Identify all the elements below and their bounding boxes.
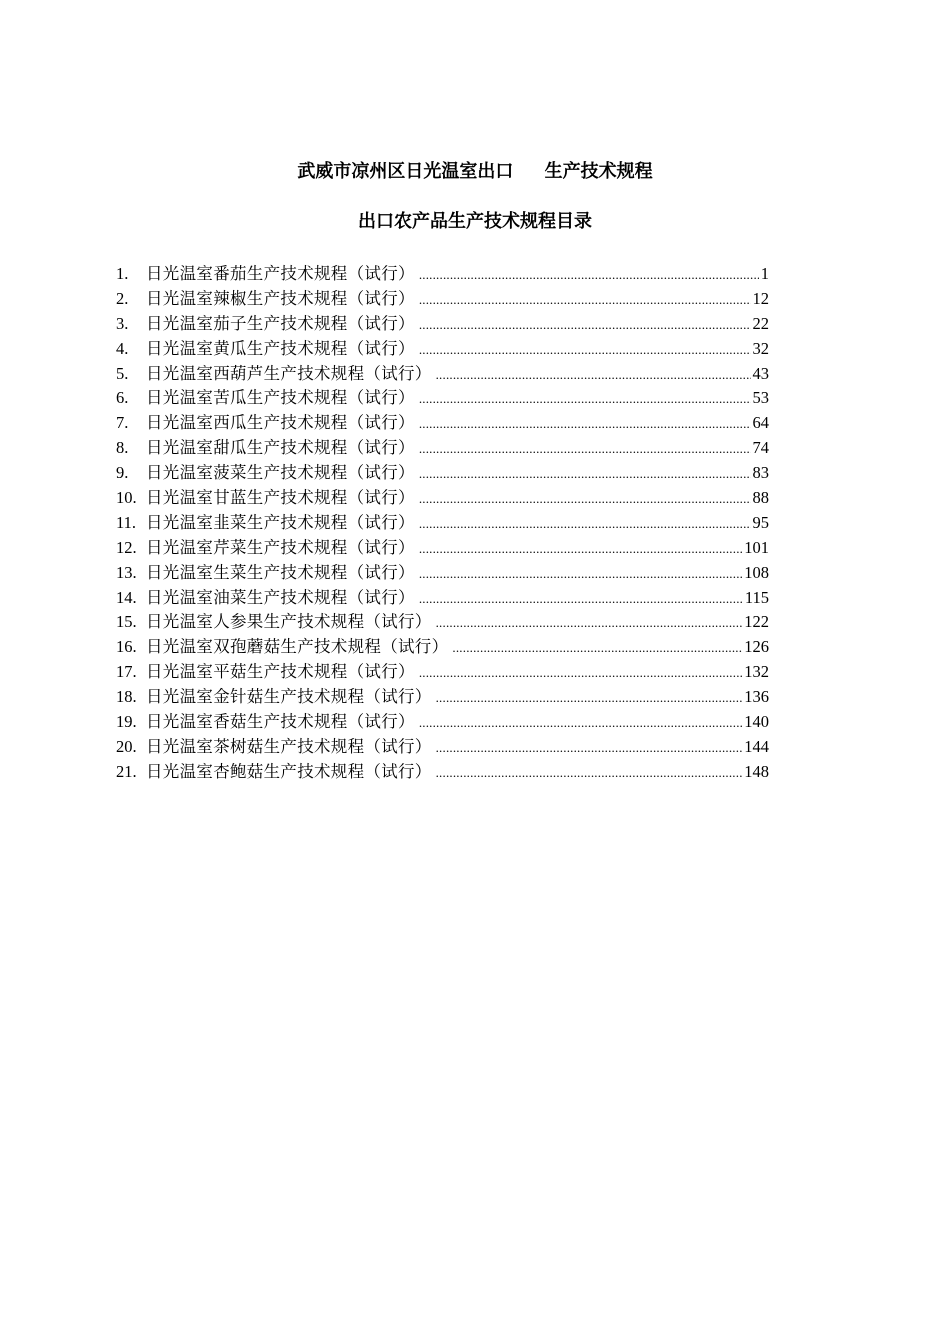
toc-entry-page: 148 — [744, 761, 769, 781]
toc-entry-number: 21. — [116, 761, 137, 781]
toc-dot-leader — [419, 412, 751, 437]
toc-entry-title: 日光温室甜瓜生产技术规程（试行） — [146, 438, 415, 458]
toc-entry-page: 132 — [744, 662, 769, 682]
toc-entry-title: 日光温室油菜生产技术规程（试行） — [146, 587, 415, 607]
toc-entry-number: 13. — [116, 562, 137, 582]
toc-entry[interactable] — [116, 586, 769, 611]
toc-entry[interactable] — [116, 411, 769, 436]
toc-entry[interactable] — [116, 511, 769, 536]
toc-entry-number: 20. — [116, 736, 137, 756]
toc-entry-number: 8. — [116, 438, 129, 458]
toc-dot-leader — [419, 462, 751, 487]
toc-entry-title: 日光温室茶树菇生产技术规程（试行） — [146, 736, 432, 756]
toc-entry-title: 日光温室生菜生产技术规程（试行） — [146, 562, 415, 582]
toc-entry-number: 15. — [116, 612, 137, 632]
toc-entry-number: 1. — [116, 264, 129, 283]
toc-entry[interactable] — [116, 610, 769, 635]
toc-entry[interactable] — [116, 710, 769, 735]
toc-entry-page: 140 — [744, 712, 769, 732]
toc-entry-title: 日光温室茄子生产技术规程（试行） — [146, 313, 415, 333]
toc-entry-title: 日光温室辣椒生产技术规程（试行） — [146, 288, 415, 308]
toc-dot-leader — [452, 636, 742, 661]
toc-dot-leader — [419, 288, 751, 313]
toc-entry-page: 101 — [744, 537, 769, 557]
toc-dot-leader — [419, 338, 751, 363]
toc-entry-title: 日光温室苦瓜生产技术规程（试行） — [146, 388, 415, 408]
toc-entry-page: 108 — [744, 562, 769, 582]
toc-entry-page: 144 — [744, 736, 769, 756]
toc-entry-title: 日光温室西瓜生产技术规程（试行） — [146, 413, 415, 433]
toc-entry-number: 16. — [116, 637, 137, 657]
toc-entry-page: 12 — [752, 288, 769, 308]
toc-dot-leader — [419, 387, 751, 412]
toc-entry[interactable] — [116, 685, 769, 710]
toc-dot-leader — [436, 611, 743, 636]
toc-entry-page: 22 — [752, 313, 769, 333]
toc-entry-number: 7. — [116, 413, 129, 433]
toc-entry[interactable] — [116, 312, 769, 337]
toc-entry-number: 19. — [116, 712, 137, 732]
toc-entry-number: 3. — [116, 313, 129, 333]
toc-dot-leader — [419, 487, 751, 512]
toc-dot-leader — [419, 661, 742, 686]
toc-entry-number: 10. — [116, 488, 137, 508]
toc-entry-page: 126 — [744, 637, 769, 657]
toc-entry-title: 日光温室金针菇生产技术规程（试行） — [146, 687, 432, 707]
toc-entry-title: 日光温室番茄生产技术规程（试行） — [146, 264, 415, 283]
toc-entry[interactable] — [116, 362, 769, 387]
toc-entry[interactable] — [116, 635, 769, 660]
toc-entry[interactable] — [116, 287, 769, 312]
toc-dot-leader — [419, 587, 743, 612]
toc-entry-title: 日光温室双孢蘑菇生产技术规程（试行） — [146, 637, 449, 657]
toc-dot-leader — [419, 437, 751, 462]
toc-entry[interactable] — [116, 561, 769, 586]
toc-entry-title: 日光温室人参果生产技术规程（试行） — [146, 612, 432, 632]
toc-entry-title: 日光温室杏鲍菇生产技术规程（试行） — [146, 761, 432, 781]
toc-dot-leader — [436, 686, 743, 711]
toc-entry-title: 日光温室甘蓝生产技术规程（试行） — [146, 488, 415, 508]
toc-entry[interactable] — [116, 486, 769, 511]
toc-entry-title: 日光温室香菇生产技术规程（试行） — [146, 712, 415, 732]
toc-entry-number: 4. — [116, 338, 129, 358]
toc-entry-title: 日光温室黄瓜生产技术规程（试行） — [146, 338, 415, 358]
toc-entry-number: 9. — [116, 463, 129, 483]
toc-entry[interactable] — [116, 436, 769, 461]
toc-entry-page: 53 — [752, 388, 769, 408]
toc-entry-number: 2. — [116, 288, 129, 308]
toc-entry-number: 6. — [116, 388, 129, 408]
toc-entry-page: 1 — [760, 264, 769, 283]
toc-heading: 出口农产品生产技术规程目录 — [358, 211, 592, 232]
toc-dot-leader — [419, 711, 742, 736]
toc-entry-number: 18. — [116, 687, 137, 707]
toc-entry-page: 74 — [752, 438, 769, 458]
toc-entry-title: 日光温室芹菜生产技术规程（试行） — [146, 537, 415, 557]
toc-entry[interactable] — [116, 337, 769, 362]
toc-entry-page: 83 — [752, 463, 769, 483]
toc-entry-title: 日光温室西葫芦生产技术规程（试行） — [146, 363, 432, 383]
toc-entry[interactable] — [116, 536, 769, 561]
toc-entry[interactable] — [116, 262, 769, 287]
toc-entry-page: 136 — [744, 687, 769, 707]
toc-dot-leader — [419, 263, 759, 288]
toc-dot-leader — [436, 736, 743, 761]
toc-entry[interactable] — [116, 760, 769, 785]
toc-dot-leader — [436, 761, 743, 786]
toc-entry-page: 32 — [752, 338, 769, 358]
toc-entry-number: 11. — [116, 512, 137, 532]
toc-entry[interactable] — [116, 735, 769, 760]
toc-entry[interactable] — [116, 461, 769, 486]
toc-entry-page: 95 — [752, 512, 769, 532]
toc-entry-title: 日光温室平菇生产技术规程（试行） — [146, 662, 415, 682]
toc-dot-leader — [419, 512, 751, 537]
toc-entry-page: 64 — [752, 413, 769, 433]
toc-entry-number: 5. — [116, 363, 129, 383]
table-of-contents — [116, 262, 769, 785]
toc-entry-page: 122 — [744, 612, 769, 632]
toc-entry-number: 17. — [116, 662, 137, 682]
toc-entry[interactable] — [116, 660, 769, 685]
toc-entry-page: 43 — [752, 363, 769, 383]
toc-entry[interactable] — [116, 386, 769, 411]
document-title: 武威市凉州区日光温室出口 生产技术规程 — [297, 161, 653, 182]
toc-entry-title: 日光温室韭菜生产技术规程（试行） — [146, 512, 415, 532]
toc-dot-leader — [419, 562, 742, 587]
toc-entry-number: 12. — [116, 537, 137, 557]
toc-dot-leader — [436, 363, 751, 388]
toc-entry-page: 88 — [752, 488, 769, 508]
toc-entry-title: 日光温室菠菜生产技术规程（试行） — [146, 463, 415, 483]
toc-entry-number: 14. — [116, 587, 137, 607]
toc-entry-page: 115 — [744, 587, 769, 607]
toc-dot-leader — [419, 537, 742, 562]
toc-dot-leader — [419, 313, 751, 338]
